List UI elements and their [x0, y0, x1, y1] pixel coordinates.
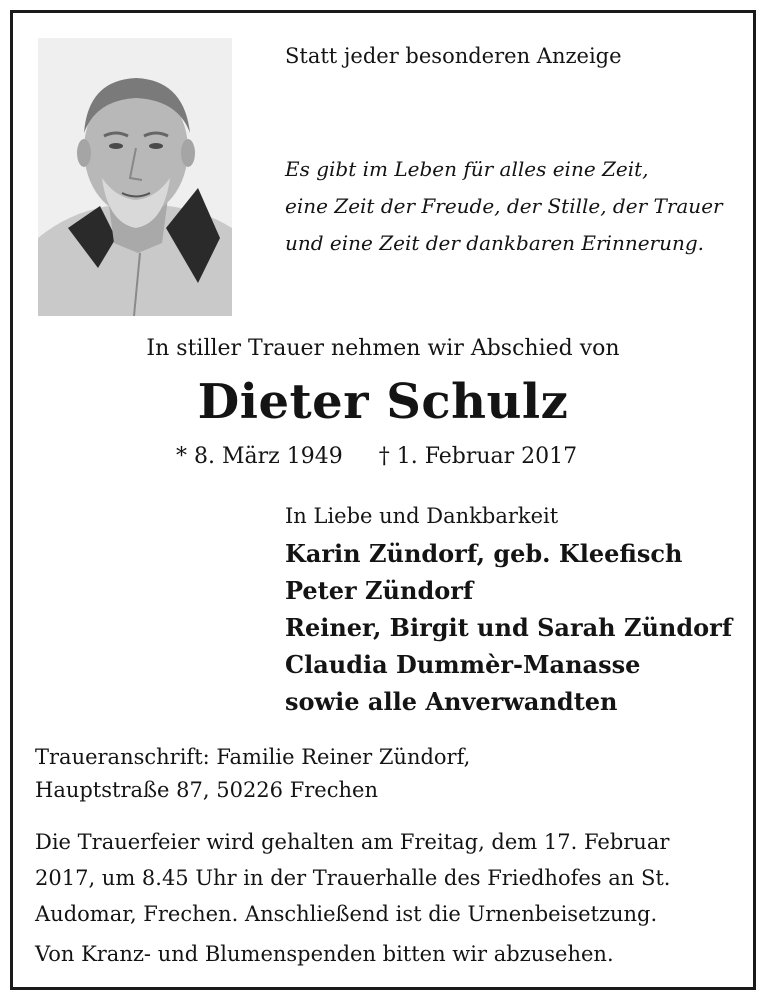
ceremony-line: Audomar, Frechen. Anschließend ist die Urnenbeisetzung. — [35, 902, 658, 926]
address-line: Hauptstraße 87, 50226 Frechen — [35, 778, 378, 802]
flowers-request: Von Kranz- und Blumenspenden bitten wir abzusehen. — [35, 942, 614, 966]
portrait-photo — [38, 38, 232, 316]
mourner-name: Claudia Dummèr-Manasse — [285, 650, 641, 679]
mourner-name: Karin Zündorf, geb. Kleefisch — [285, 539, 683, 568]
death-date: † 1. Februar 2017 — [378, 444, 578, 469]
mourner-name: sowie alle Anverwandten — [285, 687, 618, 716]
ceremony-line: Die Trauerfeier wird gehalten am Freitag, dem 17. Februar — [35, 830, 670, 854]
mourners-block — [285, 498, 732, 720]
ceremony-info — [35, 824, 670, 932]
obituary-frame — [10, 10, 756, 990]
mourner-name: Reiner, Birgit und Sarah Zündorf — [285, 613, 733, 642]
verse-line: Es gibt im Leben für alles eine Zeit, — [285, 157, 649, 181]
life-dates — [176, 444, 577, 469]
ceremony-line: 2017, um 8.45 Uhr in der Trauerhalle des Friedhofes an St. — [35, 866, 671, 890]
deceased-name: Dieter Schulz — [197, 374, 569, 430]
mourners-intro: In Liebe und Dankbarkeit — [285, 504, 559, 528]
verse — [285, 151, 723, 262]
birth-date: * 8. März 1949 — [176, 444, 343, 469]
mourning-address — [35, 741, 470, 807]
verse-line: eine Zeit der Freude, der Stille, der Trauer — [285, 194, 723, 218]
farewell-intro: In stiller Trauer nehmen wir Abschied von — [146, 336, 620, 361]
verse-line: und eine Zeit der dankbaren Erinnerung. — [285, 231, 705, 255]
mourner-name: Peter Zündorf — [285, 576, 474, 605]
address-line: Traueranschrift: Familie Reiner Zündorf, — [35, 745, 471, 769]
notice-header: Statt jeder besonderen Anzeige — [285, 44, 622, 68]
